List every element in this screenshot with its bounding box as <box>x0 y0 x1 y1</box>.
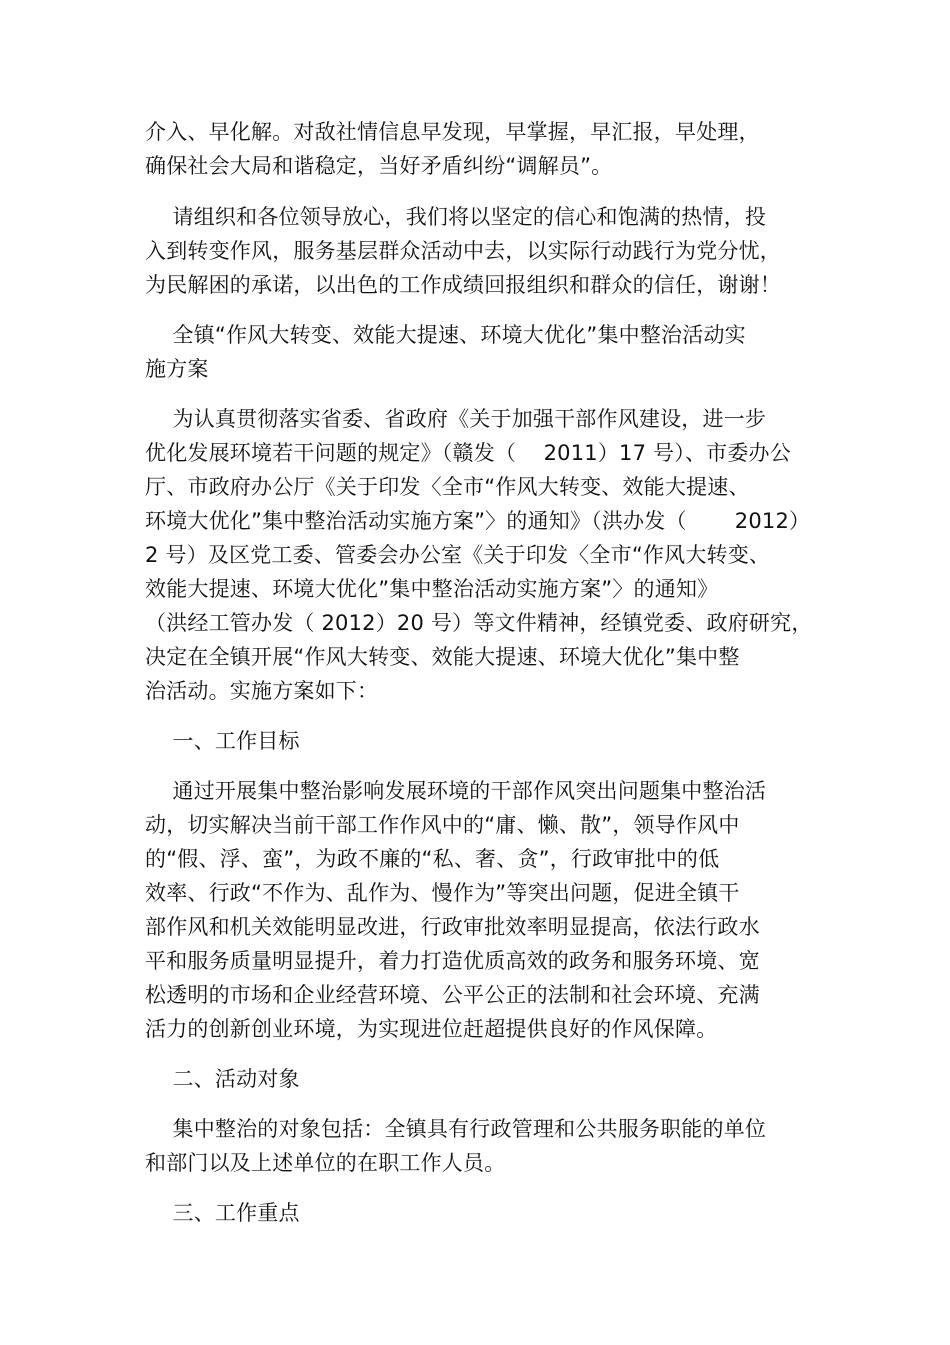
text-line: 请组织和各位领导放心，我们将以坚定的信心和饱满的热情，投 <box>145 205 767 229</box>
text-line: 厅、市政府办公厅《关于印发〈全市“作风大转变、效能大提速、 <box>145 475 750 499</box>
heading: 三、工作重点 <box>145 1201 300 1225</box>
heading: 二、活动对象 <box>145 1067 300 1091</box>
text-line: 和部门以及上述单位的在职工作人员。 <box>145 1151 506 1175</box>
section-title: 全镇“作风大转变、效能大提速、环境大优化”集中整治活动实 <box>145 323 746 347</box>
text-line: 确保社会大局和谐稳定，当好矛盾纠纷“调解员”。 <box>145 154 613 178</box>
text-line: 环境大优化”集中整治活动实施方案”〉的通知》（洪办发（ 2012） <box>145 509 811 533</box>
text-line: 介入、早化解。对敌社情信息早发现，早掌握，早汇报，早处理， <box>145 120 760 144</box>
text-line: 决定在全镇开展“作风大转变、效能大提速、环境大优化”集中整 <box>145 645 740 669</box>
text-line: 入到转变作风，服务基层群众活动中去，以实际行动践行为党分忧， <box>145 239 781 263</box>
text-line: 治活动。实施方案如下： <box>145 679 379 703</box>
text-line: 为民解困的承诺，以出色的工作成绩回报组织和群众的信任，谢谢！ <box>145 273 781 297</box>
text-line: 集中整治的对象包括：全镇具有行政管理和公共服务职能的单位 <box>145 1117 767 1141</box>
text-line: 通过开展集中整治影响发展环境的干部作风突出问题集中整治活 <box>145 779 767 803</box>
text-line: 部作风和机关效能明显改进，行政审批效率明显提高，依法行政水 <box>145 915 760 939</box>
section-title: 施方案 <box>145 357 209 381</box>
text-line: 活力的创新创业环境，为实现进位赶超提供良好的作风保障。 <box>145 1017 718 1041</box>
text-line: 的“假、浮、蛮”，为政不廉的“私、奢、贪”，行政审批中的低 <box>145 847 720 871</box>
text-line: 松透明的市场和企业经营环境、公平公正的法制和社会环境、充满 <box>145 983 760 1007</box>
text-line: 2 号）及区党工委、管委会办公室《关于印发〈全市“作风大转变、 <box>145 543 771 567</box>
text-line: 效能大提速、环境大优化”集中整治活动实施方案”〉的通知》 <box>145 577 719 601</box>
text-line: 平和服务质量明显提升，着力打造优质高效的政务和服务环境、宽 <box>145 949 760 973</box>
text-line: 优化发展环境若干问题的规定》（赣发（ 2011）17 号）、市委办公 <box>145 441 791 465</box>
text-line: 效率、行政“不作为、乱作为、慢作为”等突出问题，促进全镇干 <box>145 881 740 905</box>
heading: 一、工作目标 <box>145 729 300 753</box>
text-line: 为认真贯彻落实省委、省政府《关于加强干部作风建设，进一步 <box>145 407 767 431</box>
text-line: 动，切实解决当前干部工作作风中的“庸、懒、散”，领导作风中 <box>145 813 740 837</box>
text-line: （洪经工管办发（ 2012）20 号）等文件精神，经镇党委、政府研究， <box>145 611 813 635</box>
